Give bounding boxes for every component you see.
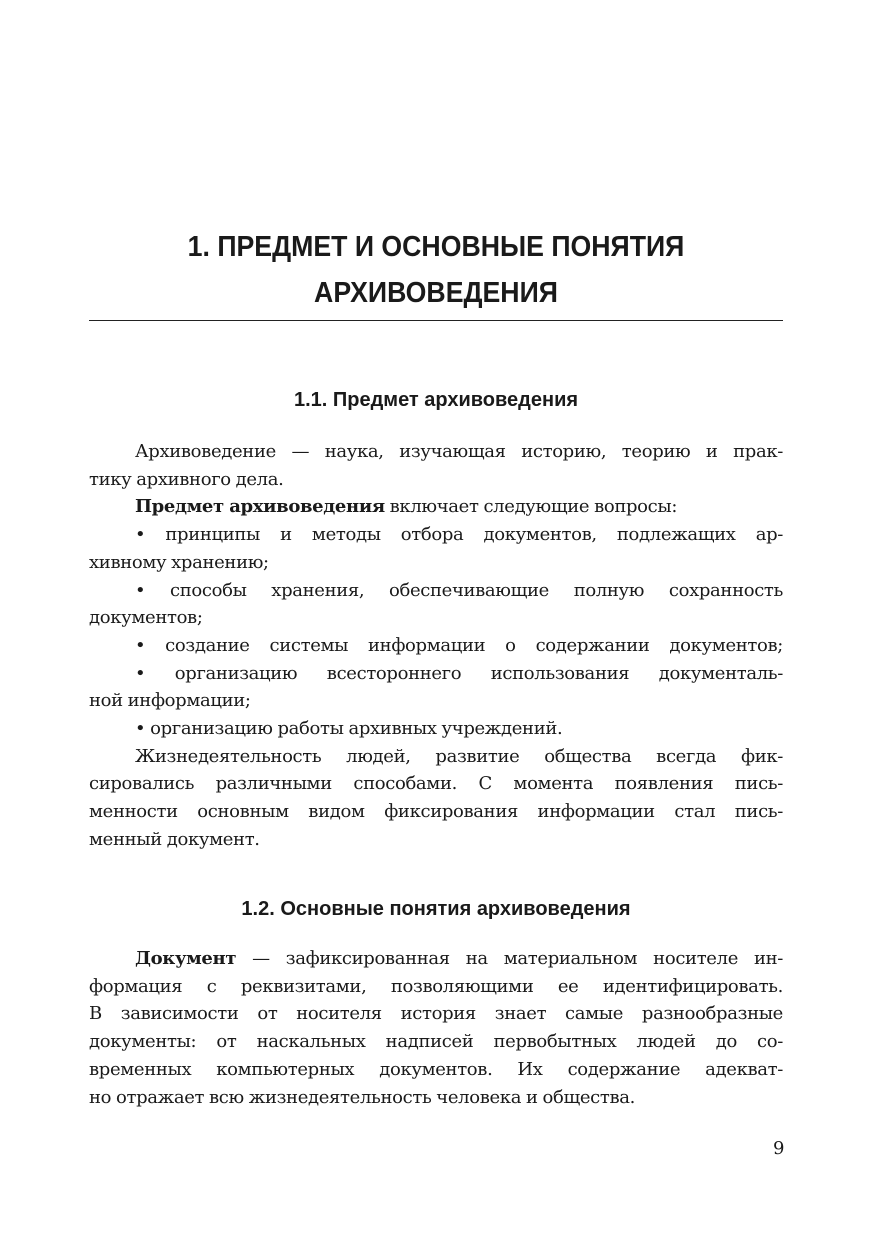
- bullet-line: • принципы и методы отбора документов, подлежащих ар-: [135, 524, 783, 546]
- paragraph-text: включает следующие вопросы:: [384, 496, 678, 518]
- paragraph-line: временных компьютерных документов. Их содержание адекват-: [89, 1058, 783, 1080]
- document-page: [89, 0, 783, 1240]
- paragraph-line: менный документ.: [89, 828, 260, 850]
- bullet-line: • создание системы информации о содержании документов;: [135, 634, 783, 656]
- title-divider: [89, 320, 783, 321]
- paragraph-line: документы: от наскальных надписей первобытных людей до со-: [89, 1031, 783, 1053]
- paragraph-text: — зафиксированная на материальном носителе ин-: [236, 948, 783, 969]
- paragraph-line: В зависимости от носителя история знает самые разнообразные: [89, 1003, 783, 1025]
- bullet-line: ной информации;: [89, 690, 251, 712]
- section-1-body: [89, 438, 783, 854]
- section-1-title: 1.1. Предмет архивоведения: [293, 389, 579, 411]
- paragraph-line: [89, 945, 783, 973]
- paragraph-line: Архивоведение — наука, изучающая историю, теорию и прак-: [135, 441, 783, 462]
- bold-term: Документ: [135, 948, 237, 969]
- paragraph-line: [89, 493, 783, 521]
- chapter-title-line-2: АРХИВОВЕДЕНИЯ: [314, 277, 558, 309]
- paragraph-line: сировались различными способами. С момента появления пись-: [89, 773, 783, 795]
- page-number: 9: [773, 1138, 785, 1159]
- section-2-body: [89, 945, 783, 1111]
- bullet-line: • способы хранения, обеспечивающие полную сохранность: [135, 579, 783, 601]
- bullet-line: хивному хранению;: [89, 551, 269, 573]
- paragraph-line: Жизнедеятельность людей, развитие общества всегда фик-: [135, 745, 783, 767]
- paragraph-line: тику архивного дела.: [89, 468, 284, 490]
- section-2-title: 1.2. Основные понятия архивоведения: [241, 898, 631, 920]
- bullet-line: • организацию всестороннего использования документаль-: [135, 662, 783, 684]
- bullet-line: • организацию работы архивных учреждений.: [135, 718, 563, 740]
- paragraph-line: формация с реквизитами, позволяющими ее идентифицировать.: [89, 975, 783, 997]
- bold-term: Предмет архивоведения: [135, 496, 385, 518]
- paragraph-line: но отражает всю жизнедеятельность человека и общества.: [89, 1086, 636, 1108]
- chapter-title-line-1: 1. ПРЕДМЕТ И ОСНОВНЫЕ ПОНЯТИЯ: [187, 231, 685, 263]
- chapter-title: [117, 224, 755, 316]
- paragraph-line: менности основным видом фиксирования информации стал пись-: [89, 801, 783, 823]
- bullet-line: документов;: [89, 607, 203, 629]
